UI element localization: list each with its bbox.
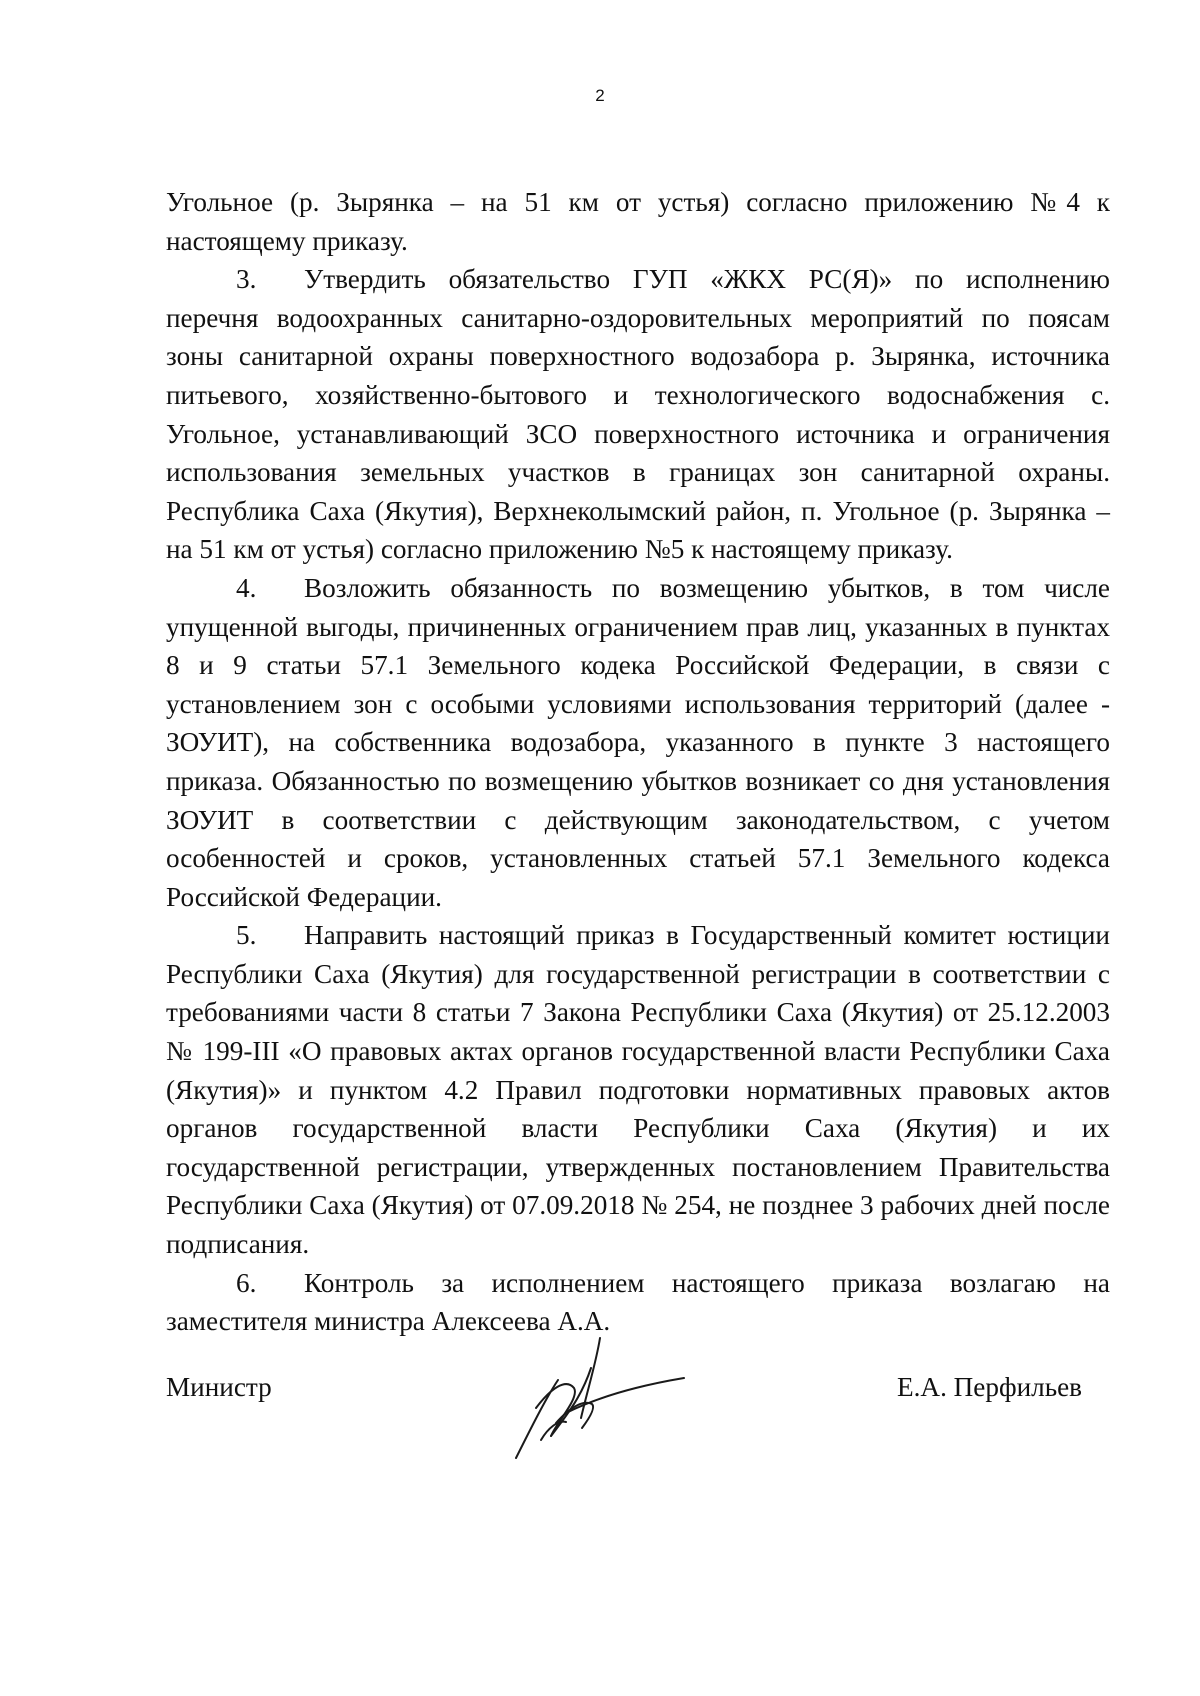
signatory-name: Е.А. Перфильев (897, 1372, 1082, 1402)
paragraph-5 (166, 916, 1110, 1263)
paragraph-text: Угольное (р. Зырянка – на 51 км от устья) согласно приложению №4 к настоящему приказу. (166, 187, 1110, 256)
signature-block (166, 1368, 1082, 1508)
paragraph-text: Возложить обязанность по возмещению убытков, в том числе упущенной выгоды, причиненных ограничением прав лиц, указанных в пунктах 8 и 9 статьи 57.1 Земельного кодека Российской Федерации, в связи с установлением зон с особыми условиями использования территорий (далее - ЗОУИТ), на собственника водозабора, указанного в пункте 3 настоящего приказа. Обязанностью по возмещению убытков возникает со дня установления ЗОУИТ в соответствии с действующим законодательством, с учетом особенностей и сроков, установленных статьей 57.1 Земельного кодекса Российской Федерации. (166, 572, 1110, 912)
paragraph-text: Направить настоящий приказ в Государственный комитет юстиции Республики Саха (Якутия) для государственной регистрации в соответствии с требованиями части 8 статьи 7 Закона Республики Саха (Якутия) от 25.12.2003 № 199-III «О правовых актах органов государственной власти Республики Саха (Якутия)» и пунктом 4.2 Правил подготовки нормативных правовых актов органов государственной власти Республики Саха (Якутия) и их государственной регистрации, утвержденных постановлением Правительства Республики Саха (Якутия) от 07.09.2018 № 254, не позднее 3 рабочих дней после подписания. (166, 920, 1110, 1260)
order-body (166, 183, 1110, 1341)
paragraph-3 (166, 260, 1110, 569)
paragraph-number: 3. (236, 264, 257, 295)
handwritten-signature (496, 1328, 686, 1468)
paragraph-continuation (166, 183, 1110, 260)
paragraph-number: 6. (236, 1267, 257, 1298)
paragraph-number: 4. (236, 572, 257, 603)
signatory-title: Министр (166, 1372, 272, 1402)
paragraph-4 (166, 569, 1110, 916)
paragraph-number: 5. (236, 920, 257, 951)
paragraph-text: Контроль за исполнением настоящего приказа возлагаю на заместителя министра Алексеева А.А. (166, 1267, 1110, 1337)
paragraph-text: Утвердить обязательство ГУП «ЖКХ РС(Я)» по исполнению перечня водоохранных санитарно-оздоровительных мероприятий по поясам зоны санитарной охраны поверхностного водозабора р. Зырянка, источника питьевого, хозяйственно-бытового и технологического водоснабжения с. Угольное, устанавливающий ЗСО поверхностного источника и ограничения использования земельных участков в границах зон санитарной охраны. Республика Саха (Якутия), Верхнеколымский район, п. Угольное (р. Зырянка – на 51 км от устья) согласно приложению №5 к настоящему приказу. (166, 264, 1110, 565)
page-number: 2 (595, 86, 605, 105)
